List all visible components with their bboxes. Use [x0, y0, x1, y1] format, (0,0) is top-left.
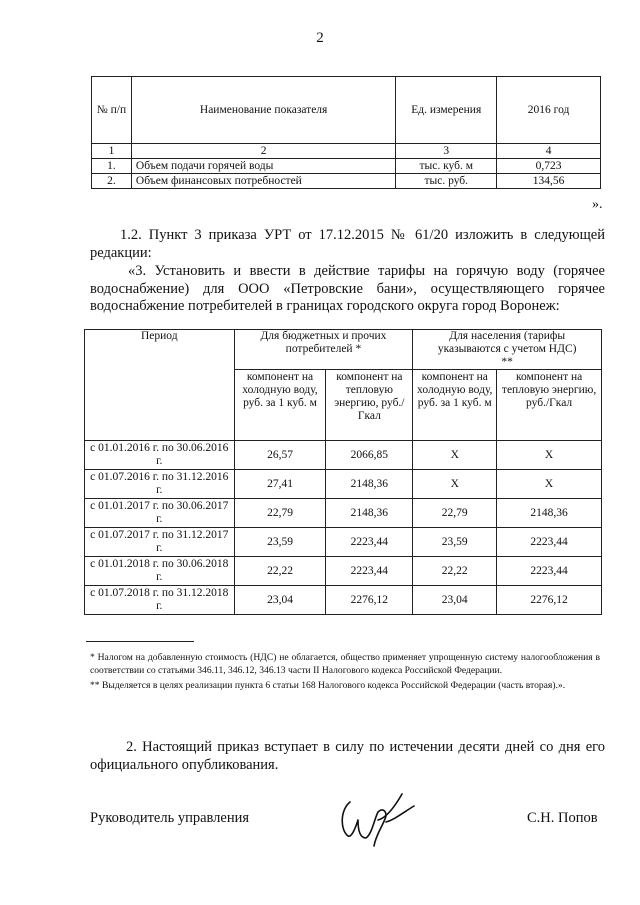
- subheader-cold-water: компонент на холодную воду, руб. за 1 куб. м: [234, 370, 326, 441]
- col-number-4: 4: [497, 144, 601, 159]
- handwritten-signature-icon: [338, 790, 418, 850]
- column-numbering-row: [92, 144, 601, 159]
- table-row: [85, 586, 602, 615]
- row-budget-heat: 2223,44: [326, 528, 413, 557]
- footnote-vat-exempt: * Налогом на добавленную стоимость (НДС) не облагается, общество применяет упрощенную систему налогообложения в соответствии со статьями 346.11, 346.12, 346.13 части II Налогового кодекса Российской Федерации.: [90, 652, 600, 676]
- row-budget-heat: 2066,85: [326, 441, 413, 470]
- table-row: [92, 159, 601, 174]
- row-budget-cold: 23,04: [234, 586, 326, 615]
- row-population-heat: 2223,44: [497, 557, 602, 586]
- row-unit: тыс. куб. м: [396, 159, 497, 174]
- paragraph-3: [90, 263, 605, 316]
- table-row: [92, 174, 601, 189]
- signer-position: Руководитель управления: [90, 810, 250, 826]
- row-population-cold: 23,59: [413, 528, 497, 557]
- header-number: № п/п: [92, 77, 132, 144]
- header-year: 2016 год: [497, 77, 601, 144]
- row-population-heat: Х: [497, 470, 602, 499]
- row-population-heat: 2148,36: [497, 499, 602, 528]
- table-row: [85, 441, 602, 470]
- header-budget-consumers: Для бюджетных и прочих потребителей *: [234, 330, 413, 370]
- row-period: с 01.01.2017 г. по 30.06.2017 г.: [85, 499, 235, 528]
- row-budget-heat: 2223,44: [326, 557, 413, 586]
- paragraph-2: [90, 739, 605, 774]
- closing-quote-mark: ».: [592, 197, 603, 212]
- row-period: с 01.01.2016 г. по 30.06.2016 г.: [85, 441, 235, 470]
- row-budget-heat: 2148,36: [326, 499, 413, 528]
- subheader-cold-water: компонент на холодную воду, руб. за 1 куб. м: [413, 370, 497, 441]
- table-row: [85, 499, 602, 528]
- row-number: 1.: [92, 159, 132, 174]
- row-budget-heat: 2276,12: [326, 586, 413, 615]
- row-period: с 01.07.2018 г. по 31.12.2018 г.: [85, 586, 235, 615]
- page-number: 2: [316, 30, 324, 46]
- row-budget-cold: 22,79: [234, 499, 326, 528]
- col-number-1: 1: [92, 144, 132, 159]
- col-number-2: 2: [131, 144, 395, 159]
- row-population-cold: Х: [413, 470, 497, 499]
- table-header-row: [92, 77, 601, 144]
- footnote-vat-included: ** Выделяется в целях реализации пункта 6 статьи 168 Налогового кодекса Российской Федерации (часть вторая).».: [90, 680, 566, 691]
- col-number-3: 3: [396, 144, 497, 159]
- footnote-divider: [86, 641, 194, 642]
- row-population-cold: Х: [413, 441, 497, 470]
- row-population-heat: Х: [497, 441, 602, 470]
- row-population-cold: 22,79: [413, 499, 497, 528]
- table-row: [85, 557, 602, 586]
- row-population-cold: 23,04: [413, 586, 497, 615]
- tariffs-table: [84, 329, 602, 615]
- row-budget-cold: 27,41: [234, 470, 326, 499]
- row-budget-cold: 22,22: [234, 557, 326, 586]
- subheader-thermal-energy: компонент на тепловую энергию, руб./Гкал: [326, 370, 413, 441]
- row-period: с 01.07.2017 г. по 31.12.2017 г.: [85, 528, 235, 557]
- subheader-thermal-energy: компонент на тепловую энергию, руб./Гкал: [497, 370, 602, 441]
- paragraph-3-text: «3. Установить и ввести в действие тарифы на горячую воду (горячее водоснабжение) для ООО «Петровские бани», осуществляющего горячее водоснабжение потребителей в границах городского округа город Воронеж:: [90, 263, 605, 314]
- header-indicator-name: Наименование показателя: [131, 77, 395, 144]
- paragraph-1-2: [90, 227, 605, 262]
- row-period: с 01.01.2018 г. по 30.06.2018 г.: [85, 557, 235, 586]
- volumes-table: [91, 76, 601, 189]
- header-population: Для населения (тарифы указываются с учетом НДС) **: [413, 330, 602, 370]
- header-period: Период: [85, 330, 235, 441]
- row-name: Объем финансовых потребностей: [131, 174, 395, 189]
- row-budget-cold: 23,59: [234, 528, 326, 557]
- row-budget-cold: 26,57: [234, 441, 326, 470]
- row-name: Объем подачи горячей воды: [131, 159, 395, 174]
- row-value: 0,723: [497, 159, 601, 174]
- footnotes: [90, 651, 600, 692]
- row-population-heat: 2223,44: [497, 528, 602, 557]
- paragraph-2-text: 2. Настоящий приказ вступает в силу по истечении десяти дней со дня его официального опубликования.: [90, 739, 605, 773]
- table-row: [85, 470, 602, 499]
- row-budget-heat: 2148,36: [326, 470, 413, 499]
- paragraph-1-2-text: 1.2. Пункт 3 приказа УРТ от 17.12.2015 № 61/20 изложить в следующей редакции:: [90, 227, 605, 261]
- header-unit: Ед. измерения: [396, 77, 497, 144]
- signer-name: С.Н. Попов: [527, 810, 598, 826]
- row-unit: тыс. руб.: [396, 174, 497, 189]
- table-row: [85, 528, 602, 557]
- row-population-cold: 22,22: [413, 557, 497, 586]
- table-header-row: [85, 330, 602, 370]
- row-number: 2.: [92, 174, 132, 189]
- row-value: 134,56: [497, 174, 601, 189]
- row-population-heat: 2276,12: [497, 586, 602, 615]
- row-period: с 01.07.2016 г. по 31.12.2016 г.: [85, 470, 235, 499]
